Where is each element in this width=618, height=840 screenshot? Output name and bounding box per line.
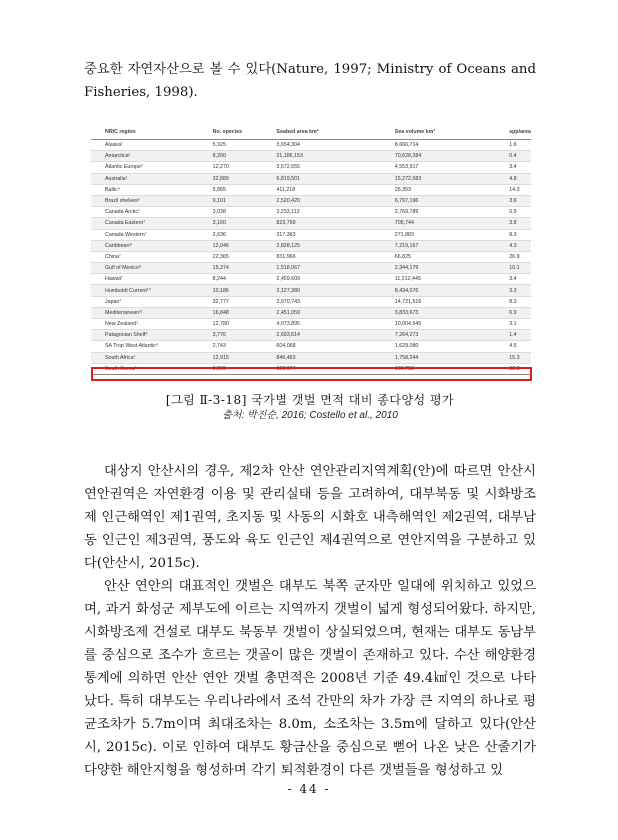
cell-region: Hawaii⁷ xyxy=(91,274,199,285)
table-row xyxy=(91,296,531,307)
cell-species: 5,865 xyxy=(199,184,263,195)
cell-seabed-area: 2,520,420 xyxy=(262,195,380,206)
cell-seabed-area: 3,654,304 xyxy=(262,140,380,151)
table-header-row xyxy=(91,124,531,140)
cell-seabed-area: 2,459,609 xyxy=(262,274,380,285)
table-row xyxy=(91,240,531,251)
cell-sea-volume: 2,344,179 xyxy=(381,263,495,274)
cell-sea-volume: 15,272,583 xyxy=(381,173,495,184)
species-area-table xyxy=(91,124,531,375)
cell-spp-area: 14.3 xyxy=(495,184,531,195)
cell-sea-volume: 1,629,080 xyxy=(381,341,495,352)
cell-spp-area: 15.3 xyxy=(495,352,531,363)
cell-region: Patagonian Shelf⁶ xyxy=(91,330,199,341)
cell-seabed-area: 306,674 xyxy=(262,363,380,374)
cell-region: South Africa⁷ xyxy=(91,352,199,363)
table-body xyxy=(91,140,531,375)
cell-seabed-area: 831,966 xyxy=(262,251,380,262)
table-row xyxy=(91,285,531,296)
cell-spp-area: 32.3 xyxy=(495,363,531,374)
cell-sea-volume: 26,353 xyxy=(381,184,495,195)
paragraph-2: 안산 연안의 대표적인 갯벌은 대부도 북쪽 군자만 일대에 위치하고 있었으며, 과거 화성군 제부도에 이르는 지역까지 갯벌이 넓게 형성되어왔다. 하지만, 시화방조제 건설로 대부도 북동부 갯벌이 상실되었으며, 현재는 대부도 동남부를 중심으로 조수가 흐르는 갯골이 많은 갯벌이 존재하고 있다. 수산 해양환경통계에 의하면 안산 연안 갯벌 총면적은 2008년 기준 49.4㎢인 것으로 나타났다. 특히 대부도는 우리나라에서 조석 간만의 차가 가장 큰 지역의 하나로 평균조차가 5.7m이며 최대조차는 8.0m, 소조차는 3.5m에 달하고 있다(안산시, 2015c). 이로 인하여 대부도 황금산을 중심으로 뻗어 나온 낮은 산줄기가 다양한 해안지형을 형성하며 각기 퇴적환경이 다른 갯벌들을 형성하고 있 xyxy=(84,579,536,778)
cell-species: 12,780 xyxy=(199,319,263,330)
cell-seabed-area: 4,073,895 xyxy=(262,319,380,330)
cell-seabed-area: 2,451,059 xyxy=(262,307,380,318)
table-row xyxy=(91,319,531,330)
cell-sea-volume: 271,883 xyxy=(381,229,495,240)
cell-sea-volume: 2,769,789 xyxy=(381,207,495,218)
cell-spp-area: 3.6 xyxy=(495,195,531,206)
cell-seabed-area: 6,819,501 xyxy=(262,173,380,184)
table-row xyxy=(91,307,531,318)
cell-seabed-area: 3,970,743 xyxy=(262,296,380,307)
cell-species: 9,900 xyxy=(199,363,263,374)
cell-region: Alaska¹ xyxy=(91,140,199,151)
cell-seabed-area: 604,068 xyxy=(262,341,380,352)
cell-species: 12,046 xyxy=(199,240,263,251)
cell-seabed-area: 1,518,067 xyxy=(262,263,380,274)
cell-seabed-area: 2,828,125 xyxy=(262,240,380,251)
cell-species: 12,915 xyxy=(199,352,263,363)
header-sea-volume: Sea volume km³ xyxy=(381,124,495,140)
cell-sea-volume: 70,628,284 xyxy=(381,151,495,162)
cell-species: 16,848 xyxy=(199,307,263,318)
cell-species: 15,374 xyxy=(199,263,263,274)
cell-species: 3,160 xyxy=(199,218,263,229)
table-row xyxy=(91,330,531,341)
cell-sea-volume: 7,219,167 xyxy=(381,240,495,251)
cell-spp-area: 3.1 xyxy=(495,319,531,330)
cell-region: Brazil shelves⁶ xyxy=(91,195,199,206)
table-row xyxy=(91,251,531,262)
header-region: NRIC region xyxy=(91,124,199,140)
cell-sea-volume: 8,434,076 xyxy=(381,285,495,296)
cell-region: Atlantic Europe³ xyxy=(91,162,199,173)
table-row xyxy=(91,151,531,162)
cell-sea-volume: 705,744 xyxy=(381,218,495,229)
cell-sea-volume: 1,758,244 xyxy=(381,352,495,363)
cell-region: SA Trop West Atlantic⁶ xyxy=(91,341,199,352)
cell-spp-area: 8.3 xyxy=(495,229,531,240)
cell-spp-area: 0.9 xyxy=(495,207,531,218)
cell-species: 10,186 xyxy=(199,285,263,296)
page-number: - 44 - xyxy=(287,782,331,796)
cell-spp-area: 6.9 xyxy=(495,307,531,318)
figure-caption: [그림 Ⅱ-3-18] 국가별 갯벌 면적 대비 종다양성 평가 xyxy=(165,393,455,407)
cell-spp-area: 0.4 xyxy=(495,151,531,162)
cell-sea-volume: 14,721,516 xyxy=(381,296,495,307)
cell-spp-area: 26.9 xyxy=(495,251,531,262)
cell-region: Canada Western⁷ xyxy=(91,229,199,240)
cell-spp-area: 3.4 xyxy=(495,162,531,173)
cell-seabed-area: 846,463 xyxy=(262,352,380,363)
cell-spp-area: 3.3 xyxy=(495,285,531,296)
cell-region: Japan⁷ xyxy=(91,296,199,307)
cell-species: 5,925 xyxy=(199,140,263,151)
cell-region: Humboldt Current¹⁰ xyxy=(91,285,199,296)
cell-spp-area: 8.3 xyxy=(495,296,531,307)
cell-spp-area: 1.4 xyxy=(495,330,531,341)
table-row xyxy=(91,229,531,240)
cell-region: Caribbean⁸ xyxy=(91,240,199,251)
cell-sea-volume: 7,264,273 xyxy=(381,330,495,341)
cell-species: 8,244 xyxy=(199,274,263,285)
cell-species: 32,889 xyxy=(199,173,263,184)
table-row xyxy=(91,352,531,363)
cell-species: 2,743 xyxy=(199,341,263,352)
cell-spp-area: 3.4 xyxy=(495,274,531,285)
cell-region: Australia¹ xyxy=(91,173,199,184)
table-row xyxy=(91,263,531,274)
cell-sea-volume: 10,004,545 xyxy=(381,319,495,330)
table-row xyxy=(91,341,531,352)
table-row xyxy=(91,184,531,195)
cell-spp-area: 4.3 xyxy=(495,240,531,251)
cell-region: South Korea⁷ xyxy=(91,363,199,374)
cell-species: 3,776 xyxy=(199,330,263,341)
cell-seabed-area: 411,218 xyxy=(262,184,380,195)
cell-species: 8,200 xyxy=(199,151,263,162)
cell-region: Gulf of Mexico⁹ xyxy=(91,263,199,274)
cell-sea-volume: 166,752 xyxy=(381,363,495,374)
cell-region: Antarctica² xyxy=(91,151,199,162)
cell-sea-volume: 4,553,917 xyxy=(381,162,495,173)
table-row xyxy=(91,218,531,229)
cell-species: 9,101 xyxy=(199,195,263,206)
table-row xyxy=(91,195,531,206)
paragraph-1: 대상지 안산시의 경우, 제2차 안산 연안관리지역계획(안)에 따르면 안산시 연안권역은 자연환경 이용 및 관리실태 등을 고려하여, 대부북동 및 시화방조제 인근해역인 제1권역, 초지동 및 사동의 시화호 내측해역인 제2권역, 대부남동 인근인 제3권역, 풍도와 육도 인근인 제4권역으로 연안지역을 구분하고 있다(안산시, 2015c). xyxy=(84,464,536,571)
south-korea-highlight-box xyxy=(91,367,532,381)
header-species: No. species xyxy=(199,124,263,140)
cell-species: 12,270 xyxy=(199,162,263,173)
cell-region: Mediterranean¹¹ xyxy=(91,307,199,318)
cell-spp-area: 10.1 xyxy=(495,263,531,274)
header-spp-area: spp/area xyxy=(495,124,531,140)
cell-spp-area: 1.6 xyxy=(495,140,531,151)
cell-sea-volume: 11,212,445 xyxy=(381,274,495,285)
cell-species: 3,038 xyxy=(199,207,263,218)
cell-sea-volume: 66,825 xyxy=(381,251,495,262)
cell-seabed-area: 823,799 xyxy=(262,218,380,229)
cell-region: Baltic⁵ xyxy=(91,184,199,195)
table-row xyxy=(91,162,531,173)
cell-seabed-area: 317,363 xyxy=(262,229,380,240)
header-seabed-area: Seabed area km² xyxy=(262,124,380,140)
table-row xyxy=(91,274,531,285)
cell-sea-volume: 6,797,196 xyxy=(381,195,495,206)
cell-seabed-area: 3,233,113 xyxy=(262,207,380,218)
cell-region: China⁷ xyxy=(91,251,199,262)
cell-region: Canada Eastern⁷ xyxy=(91,218,199,229)
table-row xyxy=(91,207,531,218)
cell-species: 32,777 xyxy=(199,296,263,307)
cell-spp-area: 4.5 xyxy=(495,341,531,352)
cell-spp-area: 3.8 xyxy=(495,218,531,229)
intro-paragraph: 중요한 자연자산으로 볼 수 있다(Nature, 1997; Ministry of Oceans and Fisheries, 1998). xyxy=(84,62,536,100)
cell-region: Canada Arctic⁷ xyxy=(91,207,199,218)
figure-source: 출처: 박진순, 2016; Costello et al., 2010 xyxy=(222,410,398,421)
cell-region: New Zealand¹ xyxy=(91,319,199,330)
body-text xyxy=(84,460,536,782)
cell-species: 2,636 xyxy=(199,229,263,240)
cell-spp-area: 4.8 xyxy=(495,173,531,184)
cell-seabed-area: 3,127,380 xyxy=(262,285,380,296)
cell-seabed-area: 2,693,614 xyxy=(262,330,380,341)
cell-sea-volume: 3,833,673 xyxy=(381,307,495,318)
cell-seabed-area: 21,186,153 xyxy=(262,151,380,162)
species-table-figure xyxy=(91,124,531,386)
table-row xyxy=(91,173,531,184)
table-row xyxy=(91,140,531,151)
cell-sea-volume: 8,666,714 xyxy=(381,140,495,151)
cell-seabed-area: 3,572,655 xyxy=(262,162,380,173)
cell-species: 22,365 xyxy=(199,251,263,262)
